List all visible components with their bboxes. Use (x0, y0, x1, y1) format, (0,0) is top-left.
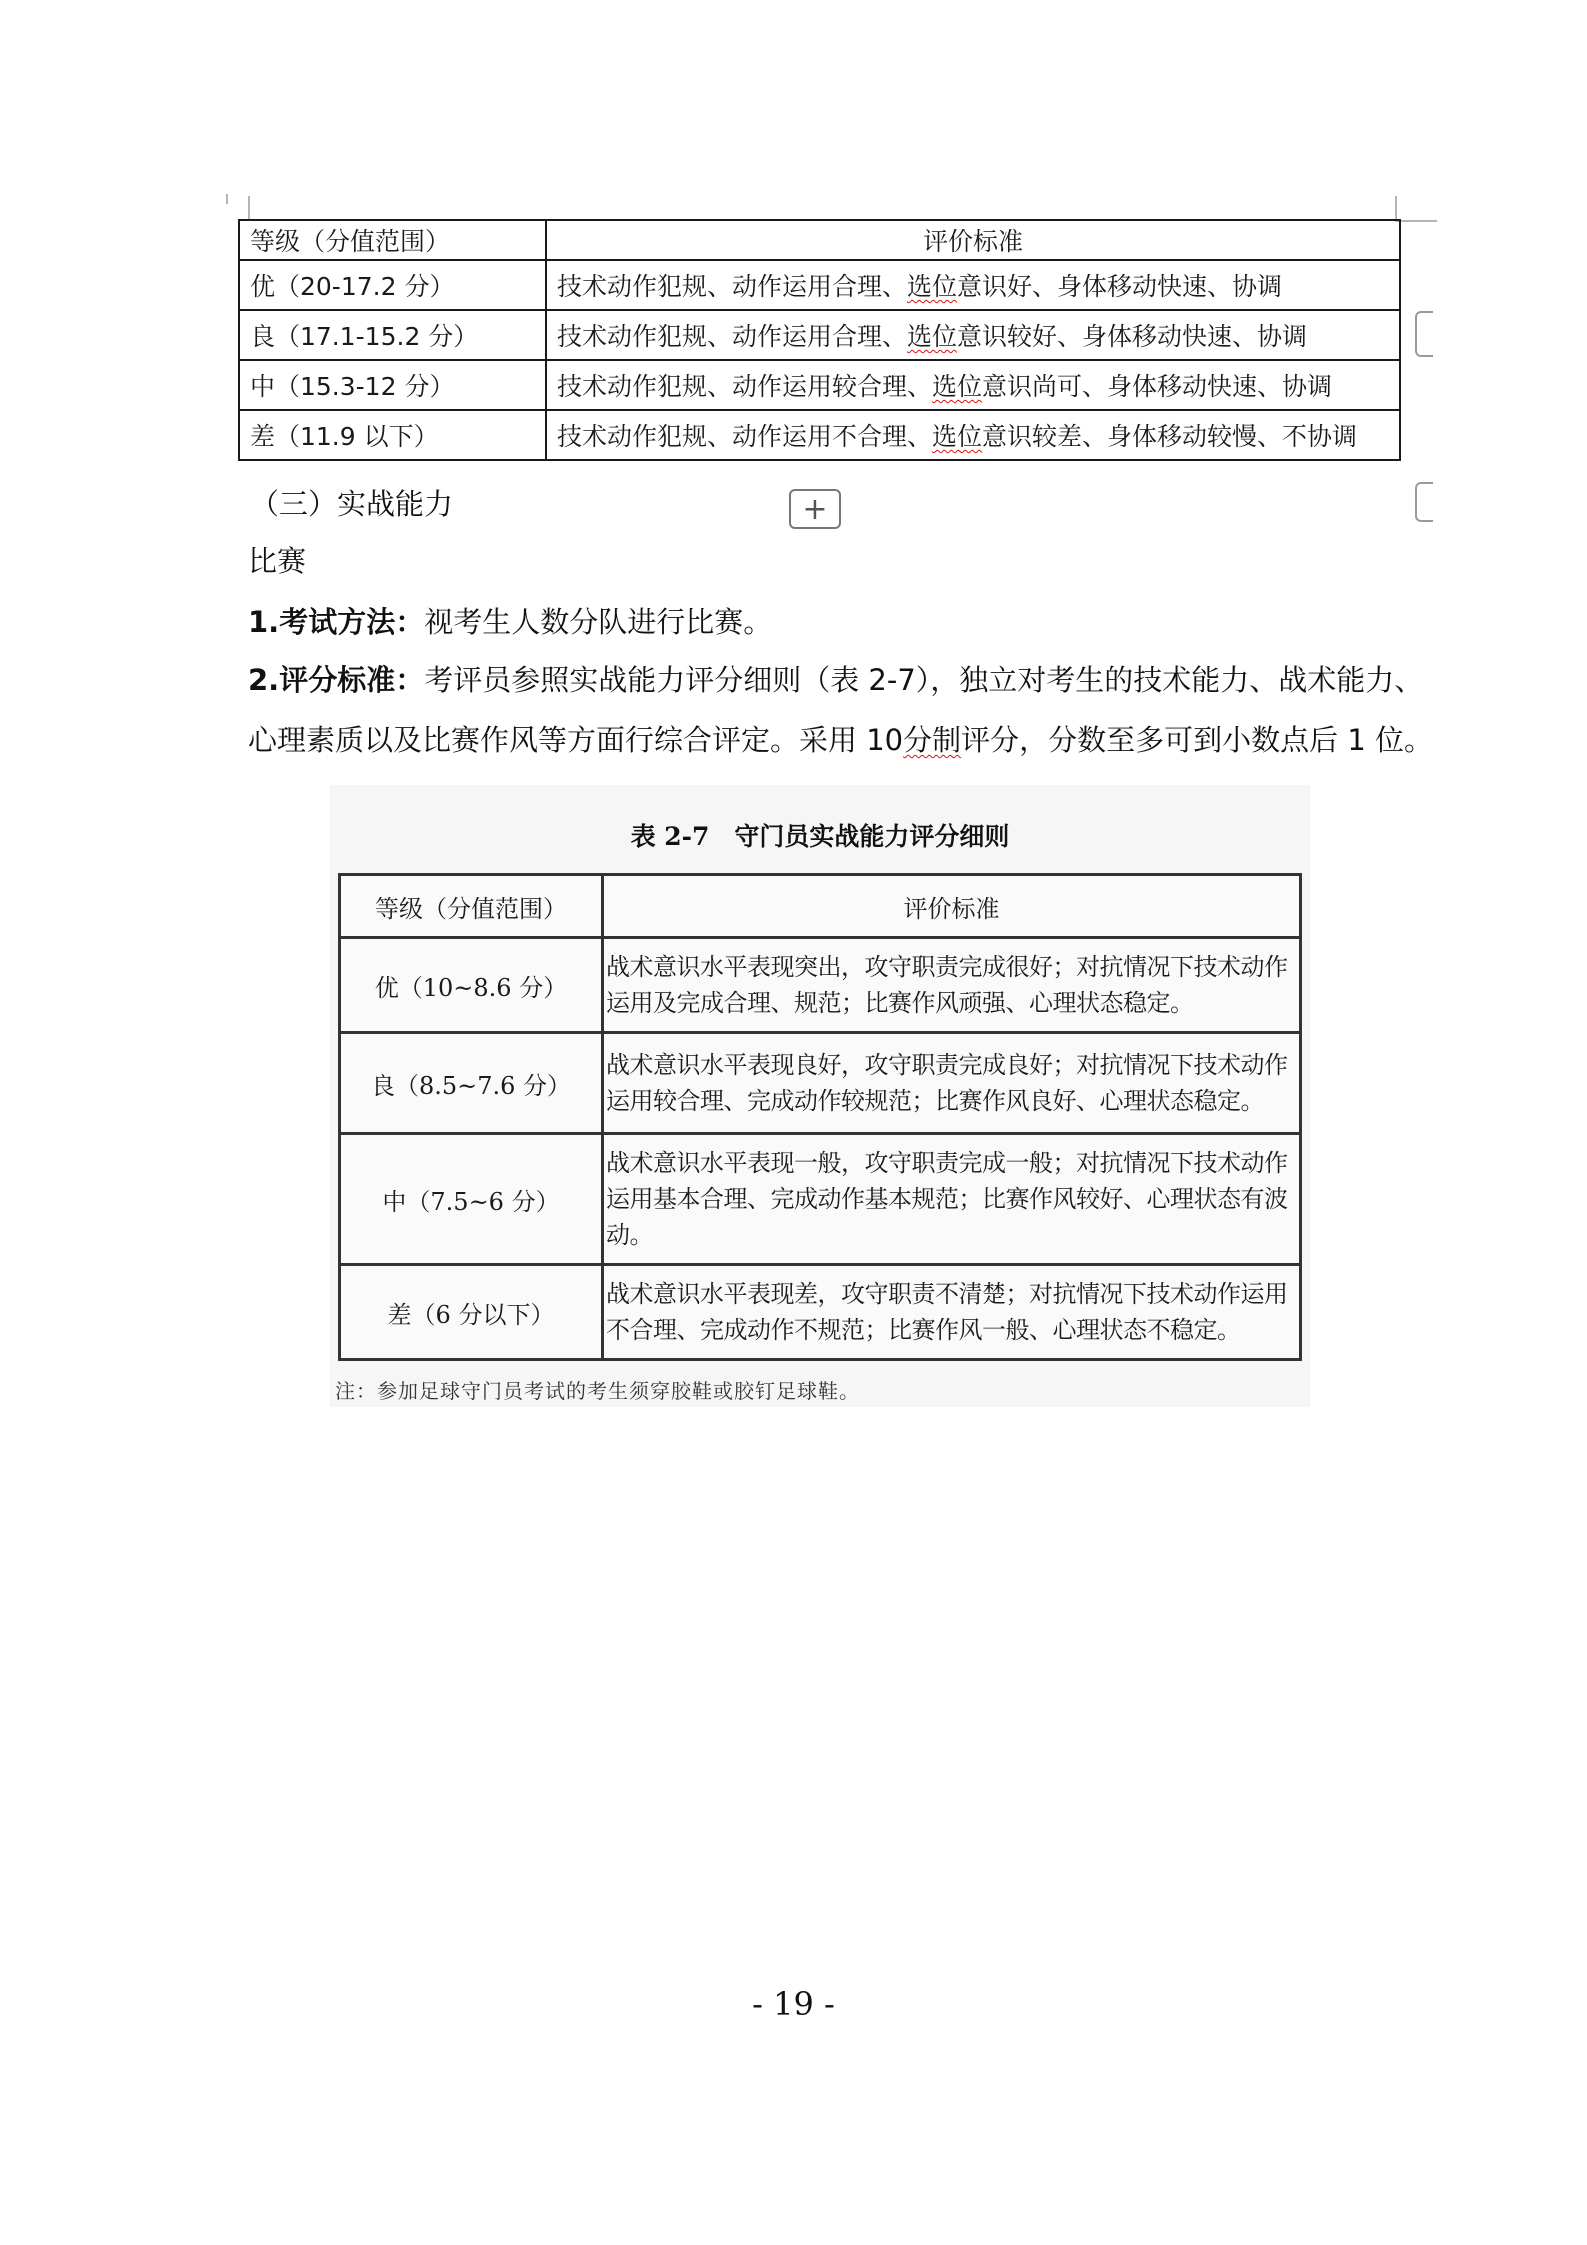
scoring-standard-continuation (248, 718, 1433, 759)
header-grade: 等级（分值范围） (340, 875, 603, 938)
grade-cell: 中（15.3-12 分） (239, 360, 546, 410)
item-text: 考评员参照实战能力评分细则（表 2-7），独立对考生的技术能力、战术能力、 (424, 663, 1424, 697)
header-criteria: 评价标准 (546, 220, 1400, 260)
grade-cell: 优（10~8.6 分） (340, 938, 603, 1033)
item-label: 1.考试方法： (248, 605, 425, 639)
criteria-cell (546, 410, 1400, 460)
page-number: - 19 - (752, 1985, 835, 2023)
item-text: 视考生人数分队进行比赛。 (424, 605, 773, 639)
spellcheck-word: 分制 (903, 723, 962, 757)
goalkeeper-score-table (338, 873, 1302, 1361)
header-criteria: 评价标准 (603, 875, 1301, 938)
scoring-standard-paragraph (248, 658, 1423, 699)
table-title: 表 2-7 守门员实战能力评分细则 (630, 822, 1010, 851)
spellcheck-word: 选位 (932, 372, 983, 401)
paragraph-handle-icon[interactable] (1415, 482, 1433, 522)
item-text: 心理素质以及比赛作风等方面行综合评定。采用 10 (248, 723, 904, 757)
table-header-row (239, 220, 1400, 260)
table-handle-icon[interactable] (1415, 311, 1433, 357)
table-row (239, 260, 1400, 310)
table-header-row (340, 875, 1301, 938)
table-row (239, 410, 1400, 460)
table-row (239, 360, 1400, 410)
grade-cell: 中（7.5~6 分） (340, 1134, 603, 1265)
corner-mark-left-tick (226, 194, 230, 204)
exam-method-paragraph (248, 600, 772, 641)
technical-score-table (238, 219, 1401, 461)
criteria-text: 意识好、身体移动快速、协调 (957, 272, 1283, 301)
criteria-cell: 战术意识水平表现差，攻守职责不清楚；对抗情况下技术动作运用不合理、完成动作不规范；比赛作风一般、心理状态不稳定。 (603, 1265, 1301, 1360)
table-row (340, 938, 1301, 1033)
criteria-cell (546, 260, 1400, 310)
corner-mark-right (1395, 196, 1437, 222)
table-row (340, 1265, 1301, 1360)
table-row (239, 310, 1400, 360)
criteria-text: 意识较好、身体移动快速、协调 (957, 322, 1308, 351)
criteria-cell: 战术意识水平表现良好，攻守职责完成良好；对抗情况下技术动作运用较合理、完成动作较规范；比赛作风良好、心理状态稳定。 (603, 1033, 1301, 1134)
add-row-button[interactable]: + (789, 489, 841, 529)
criteria-cell: 战术意识水平表现突出，攻守职责完成很好；对抗情况下技术动作运用及完成合理、规范；比赛作风顽强、心理状态稳定。 (603, 938, 1301, 1033)
spellcheck-word: 选位 (932, 422, 983, 451)
scanned-table-image (330, 785, 1310, 1407)
table-row (340, 1134, 1301, 1265)
section-heading: （三）实战能力 (250, 487, 454, 521)
grade-cell: 差（11.9 以下） (239, 410, 546, 460)
grade-cell: 优（20-17.2 分） (239, 260, 546, 310)
grade-cell: 良（17.1-15.2 分） (239, 310, 546, 360)
subheading: 比赛 (248, 544, 307, 578)
table-row (340, 1033, 1301, 1134)
criteria-text: 技术动作犯规、动作运用合理、 (557, 272, 908, 301)
criteria-cell (546, 360, 1400, 410)
spellcheck-word: 选位 (907, 322, 958, 351)
grade-cell: 差（6 分以下） (340, 1265, 603, 1360)
criteria-cell: 战术意识水平表现一般，攻守职责完成一般；对抗情况下技术动作运用基本合理、完成动作基本规范；比赛作风较好、心理状态有波动。 (603, 1134, 1301, 1265)
item-text: 评分，分数至多可到小数点后 1 位。 (961, 723, 1434, 757)
criteria-cell (546, 310, 1400, 360)
item-label: 2.评分标准： (248, 663, 425, 697)
spellcheck-word: 选位 (907, 272, 958, 301)
criteria-text: 技术动作犯规、动作运用较合理、 (557, 372, 933, 401)
criteria-text: 技术动作犯规、动作运用合理、 (557, 322, 908, 351)
table-note: 注：参加足球守门员考试的考生须穿胶鞋或胶钉足球鞋。 (335, 1379, 860, 1403)
criteria-text: 意识较差、身体移动较慢、不协调 (982, 422, 1358, 451)
corner-mark-left (228, 196, 250, 220)
header-grade: 等级（分值范围） (239, 220, 546, 260)
grade-cell: 良（8.5~7.6 分） (340, 1033, 603, 1134)
criteria-text: 意识尚可、身体移动快速、协调 (982, 372, 1333, 401)
criteria-text: 技术动作犯规、动作运用不合理、 (557, 422, 933, 451)
